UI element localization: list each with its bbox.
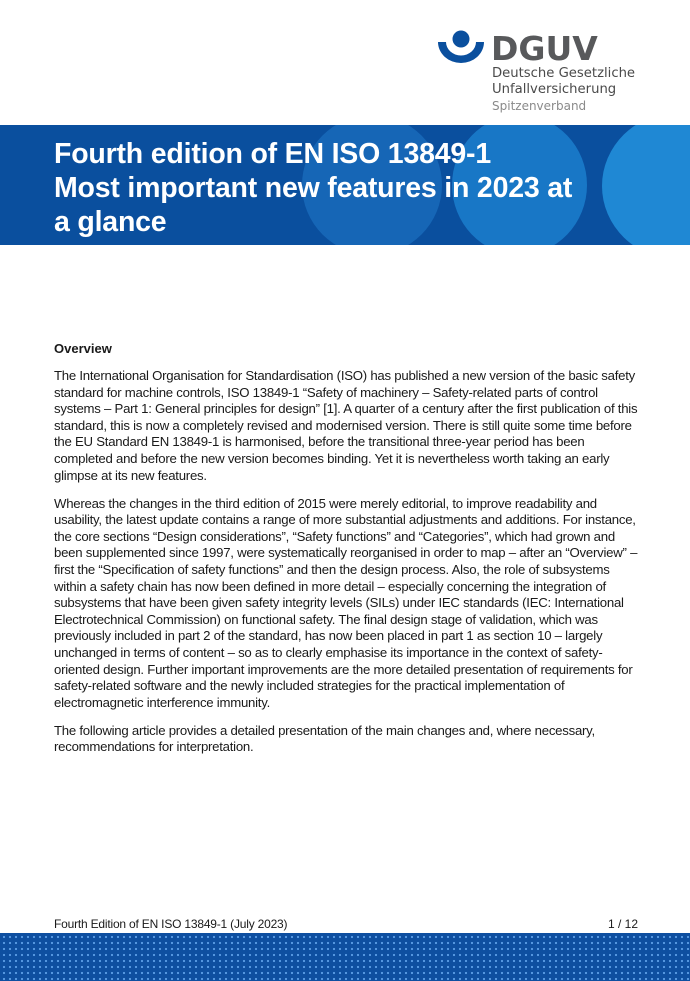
logo-line-2: Unfallversicherung bbox=[492, 82, 617, 97]
page-indicator: 1 / 12 bbox=[607, 917, 638, 931]
dguv-logo bbox=[437, 28, 677, 118]
footer-dotted-band bbox=[0, 933, 690, 981]
document-title bbox=[54, 137, 674, 239]
title-banner bbox=[0, 125, 690, 245]
title-line-2: Most important new features in 2023 at bbox=[54, 172, 573, 204]
title-line-3: a glance bbox=[54, 206, 167, 238]
paragraph: Whereas the changes in the third edition of 2015 were merely editorial, to improve readability and usability, the latest update contains a range of more substantial adjustments and additions. For instance, the core sections “Design considerations”, “Safety functions” and “Categories”, which had grown and been supplemented since 1997, were systematically reorganised in order to map – after an “Overview” – first the “Specification of safety functions” and then the design process. Also, the role of subsystems within a safety chain has now been defined in more detail – especially concerning the integration of subsystems that have been given safety integrity levels (SILs) under IEC standards (IEC: International Electrotechnical Commission) on functional safety. The final design stage of validation, which was previously included in part 2 of the standard, has now been placed in part 1 as section 10 – largely unchanged in terms of content – so as to clearly emphasise its importance in the context of safety-oriented design. Further important improvements are the more detailed presentation of requirements for safety-related software and the newly included strategies for the practical implementation of electromagnetic interference immunity. bbox=[54, 495, 638, 710]
logo-line-1: Deutsche Gesetzliche bbox=[492, 66, 636, 81]
logo-line-3: Spitzenverband bbox=[492, 99, 587, 113]
section-heading-overview: Overview bbox=[54, 341, 112, 356]
paragraph: The following article provides a detailed presentation of the main changes and, where necessary, recommendations for interpretation. bbox=[54, 722, 595, 755]
footer-document-label: Fourth Edition of EN ISO 13849-1 (July 2023) bbox=[54, 917, 288, 931]
dguv-logo-icon bbox=[437, 30, 485, 64]
title-line-1: Fourth edition of EN ISO 13849-1 bbox=[54, 138, 491, 170]
main-content bbox=[54, 340, 644, 768]
paragraph: The International Organisation for Standardisation (ISO) has published a new version of the basic safety standard for machine controls, ISO 13849-1 “Safety of machinery – Safety-related parts of control systems – Part 1: General principles for design” [1]. A quarter of a century after the first publication of this standard, this is now a completely revised and modernised version. There is still quite some time before the EU Standard EN 13849-1 is harmonised, before the transitional three-year period has been completed and before the new version becomes binding. Yet it is nevertheless worth taking an early glimpse at its new features. bbox=[54, 368, 638, 483]
logo-wordmark: DGUV bbox=[491, 29, 598, 68]
